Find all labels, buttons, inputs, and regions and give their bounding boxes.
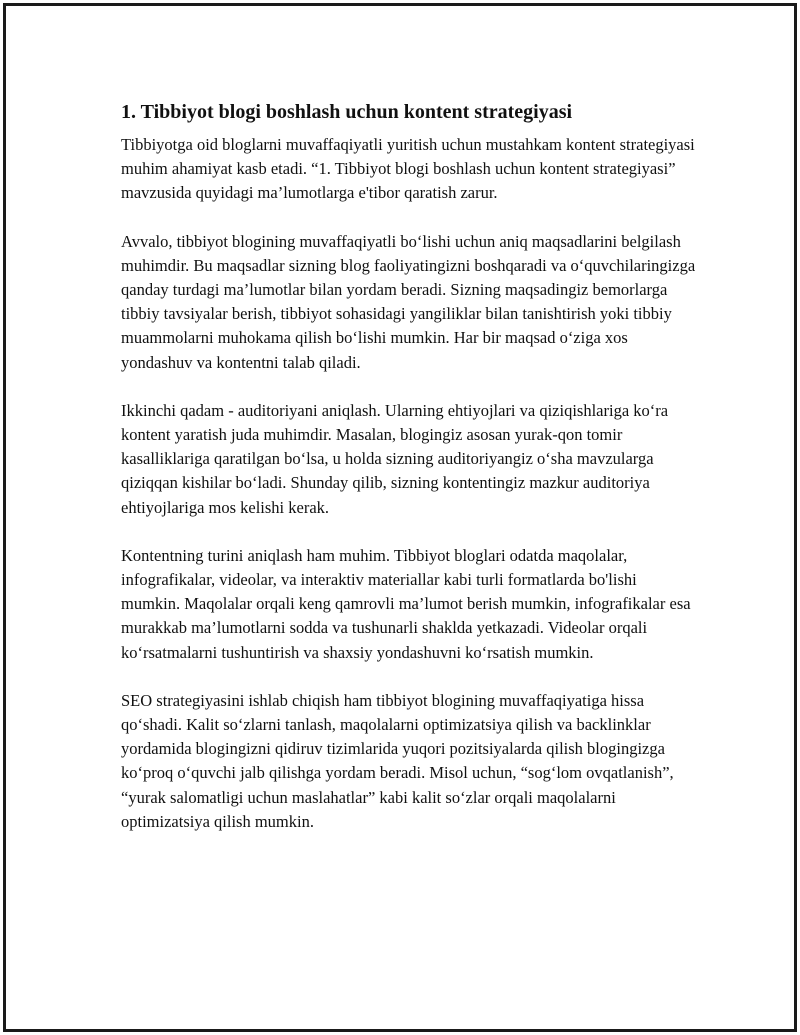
paragraph-audience: Ikkinchi qadam - auditoriyani aniqlash. Ularning ehtiyojlari va qiziqishlariga ko‘ra kontent yaratish juda muhimdir. Masalan, blogingiz asosan yurak-qon tomir kasalliklariga qaratilgan bo‘lsa, u holda sizning auditoriyangiz o‘sha mavzularga qiziqqan kishilar bo‘ladi. Shunday qilib, sizning kontentingiz mazkur auditoriya ehtiyojlariga mos kelishi kerak. — [121, 400, 669, 517]
document-body — [121, 98, 696, 858]
paragraph-content-types: Kontentning turini aniqlash ham muhim. Tibbiyot bloglari odatda maqolalar, infografikalar, videolar, va interaktiv materiallar kabi turli formatlarda bo'lishi mumkin. Maqolalar orqali keng qamrovli ma’lumot berish mumkin, infografikalar esa murakkab ma’lumotlarni sodda va tushunarli shaklda yetkazadi. Videolar orqali ko‘rsatmalarni tushuntirish va shaxsiy yondashuvni ko‘rsatish mumkin. — [121, 545, 691, 662]
paragraph-goals: Avvalo, tibbiyot blogining muvaffaqiyatli bo‘lishi uchun aniq maqsadlarini belgilash muhimdir. Bu maqsadlar sizning blog faoliyatingizni boshqaradi va o‘quvchilaringizga qanday turdagi ma’lumotlar bilan yordam beradi. Sizning maqsadingiz bemorlarga tibbiy tavsiyalar berish, tibbiyot sohasidagi yangiliklar bilan tanishtirish yoki tibbiy muammolarni muhokama qilish bo‘lishi mumkin. Har bir maqsad o‘ziga xos yondashuv va kontentni talab qiladi. — [121, 231, 696, 372]
page-frame — [3, 3, 797, 1032]
paragraph-seo: SEO strategiyasini ishlab chiqish ham tibbiyot blogining muvaffaqiyatiga hissa qo‘shadi. Kalit so‘zlarni tanlash, maqolalarni optimizatsiya qilish va backlinklar yordamida blogingizni qidiruv tizimlarida yuqori pozitsiyalarda qilish blogingizga ko‘proq o‘quvchi jalb qilishga yordam beradi. Misol uchun, “sog‘lom ovqatlanish”, “yurak salomatligi uchun maslahatlar” kabi kalit so‘zlar orqali maqolalarni optimizatsiya qilish mumkin. — [121, 690, 674, 831]
document-title: 1. Tibbiyot blogi boshlash uchun kontent strategiyasi — [121, 101, 573, 123]
paragraph-intro: Tibbiyotga oid bloglarni muvaffaqiyatli yuritish uchun mustahkam kontent strategiyasi muhim ahamiyat kasb etadi. “1. Tibbiyot blogi boshlash uchun kontent strategiyasi” mavzusida quyidagi ma’lumotlarga e'tibor qaratish zarur. — [121, 135, 695, 203]
